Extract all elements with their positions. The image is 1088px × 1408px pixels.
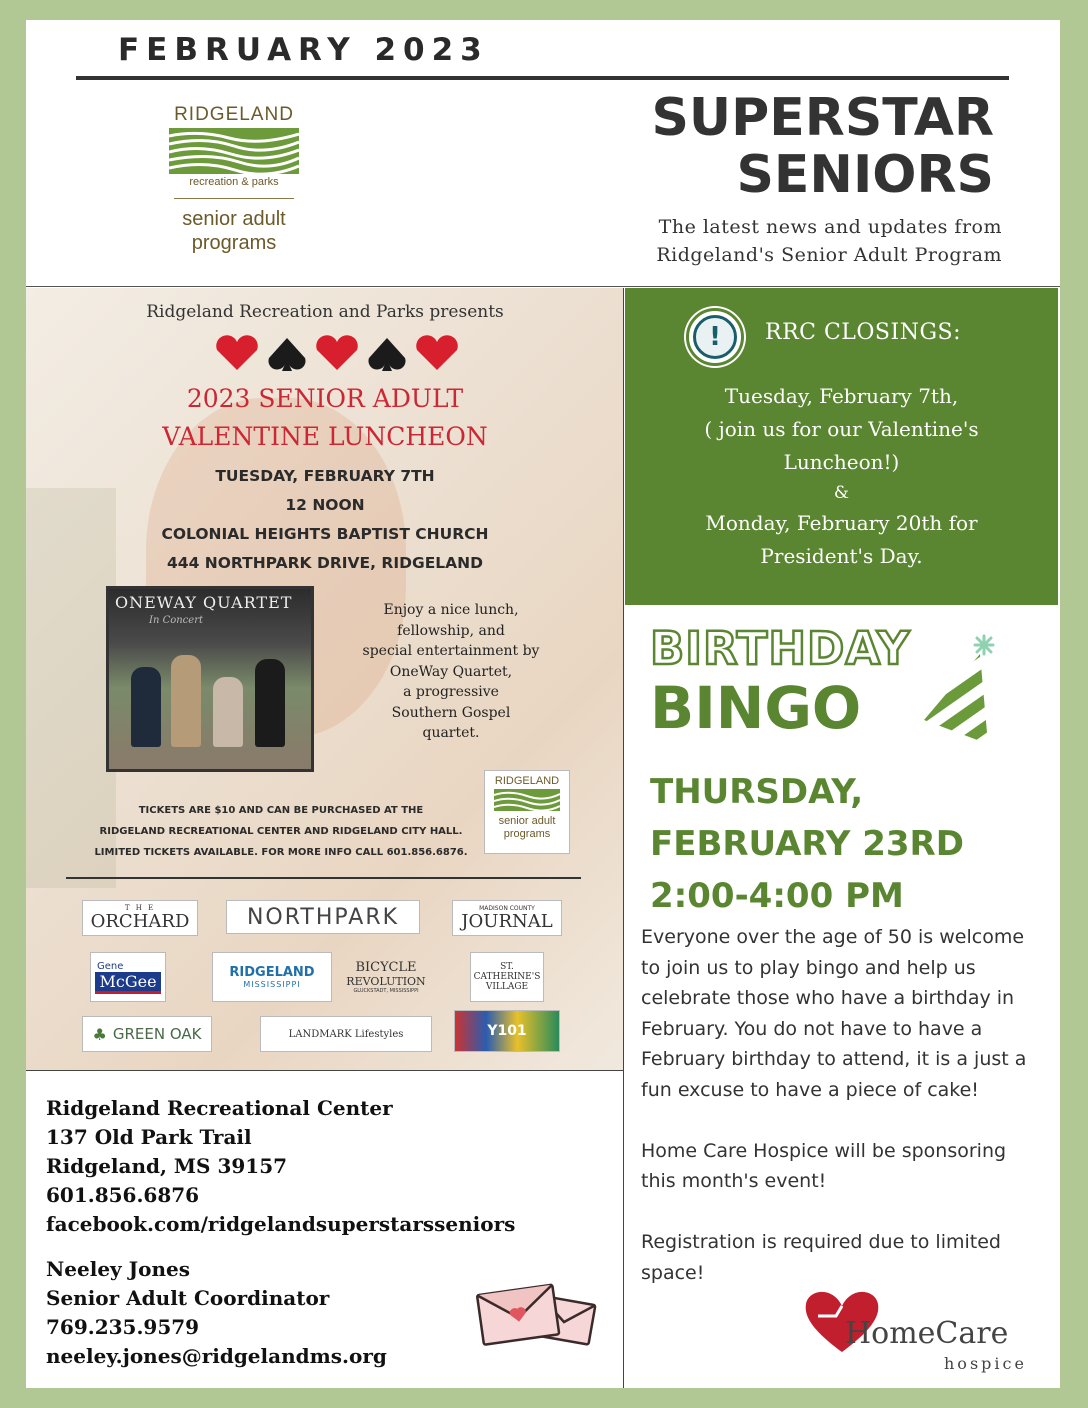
newsletter-title bbox=[651, 90, 994, 204]
sponsor-orchard bbox=[82, 900, 198, 936]
closing-line: & bbox=[833, 483, 850, 503]
bicycle-line3: GLUCKSTADT, MISSISSIPPI bbox=[353, 987, 419, 994]
homecare-sub: hospice bbox=[944, 1354, 1027, 1373]
green-oak-label: GREEN OAK bbox=[112, 1025, 202, 1043]
luncheon-address: 444 NORTHPARK DRIVE, RIDGELAND bbox=[167, 554, 483, 572]
bingo-desc-line: to join us to play bingo and help us bbox=[641, 956, 976, 979]
sponsor-green-oak bbox=[82, 1016, 212, 1052]
journal-top: MADISON COUNTY bbox=[479, 904, 535, 912]
closing-line: President's Day. bbox=[760, 544, 923, 568]
bingo-description bbox=[641, 922, 1046, 1288]
ridgeland-sub: MISSISSIPPI bbox=[243, 980, 301, 989]
homecare-name: HomeCare bbox=[845, 1316, 1009, 1351]
tagline-line2: Ridgeland's Senior Adult Program bbox=[656, 244, 1002, 266]
bingo-when bbox=[650, 766, 964, 922]
luncheon-venue: COLONIAL HEIGHTS BAPTIST CHURCH bbox=[161, 525, 489, 543]
coordinator-contact bbox=[46, 1255, 387, 1371]
sponsor-northpark bbox=[226, 900, 420, 934]
party-hat-icon bbox=[918, 632, 1008, 748]
northpark-label: NORTHPARK bbox=[246, 904, 400, 930]
bingo-heading: BINGO bbox=[650, 674, 862, 742]
bingo-desc-line: Everyone over the age of 50 is welcome bbox=[641, 926, 1025, 948]
luncheon-title bbox=[26, 380, 624, 456]
description-line: fellowship, and bbox=[397, 622, 505, 639]
tree-icon: ♣ bbox=[92, 1024, 107, 1044]
journal-label: JOURNAL bbox=[461, 910, 553, 932]
hills-icon bbox=[494, 789, 560, 811]
bingo-desc-line: Home Care Hospice will be sponsoring bbox=[641, 1139, 1007, 1162]
title-line1: SUPERSTAR bbox=[651, 88, 994, 148]
bingo-desc-line: Registration is required due to limited bbox=[641, 1231, 1001, 1253]
luncheon-details bbox=[26, 462, 624, 578]
bingo-date: FEBRUARY 23RD bbox=[650, 824, 964, 864]
bingo-day: THURSDAY, bbox=[650, 772, 864, 812]
bingo-desc-line: February birthday to attend, it is a just a bbox=[641, 1048, 1027, 1070]
band-name: ONEWAY QUARTET bbox=[115, 593, 293, 612]
mini-logo-line1: senior adult bbox=[498, 815, 556, 827]
description-line: OneWay Quartet, bbox=[389, 663, 513, 680]
center-name: Ridgeland Recreational Center bbox=[46, 1096, 393, 1120]
mcgee-top: Gene bbox=[97, 960, 124, 972]
orchard-top: T H E bbox=[124, 904, 156, 912]
sponsor-bicycle-revolution bbox=[338, 952, 434, 1002]
luncheon-title-line2: VALENTINE LUNCHEON bbox=[162, 422, 488, 451]
sponsor-st-catherines bbox=[470, 952, 544, 1002]
ticket-line: TICKETS ARE $10 AND CAN BE PURCHASED AT THE bbox=[138, 805, 424, 816]
bingo-desc-line: fun excuse to have a piece of cake! bbox=[641, 1078, 979, 1101]
logo-program-line1: senior adult bbox=[182, 208, 286, 230]
band-member bbox=[213, 677, 243, 747]
birthday-heading: BIRTHDAY bbox=[650, 622, 911, 675]
coordinator-email[interactable]: neeley.jones@ridgelandms.org bbox=[46, 1344, 387, 1368]
luncheon-title-line1: 2023 SENIOR ADULT bbox=[186, 384, 464, 413]
hearts-spades-icon bbox=[212, 334, 462, 374]
landmark-label: LANDMARK Lifestyles bbox=[288, 1028, 404, 1040]
luncheon-time: 12 NOON bbox=[285, 496, 365, 514]
logo-subtitle: recreation & parks bbox=[189, 176, 279, 188]
newsletter-page bbox=[26, 20, 1060, 1388]
closing-line: ( join us for our Valentine's bbox=[704, 417, 979, 441]
ridgeland-label: RIDGELAND bbox=[229, 965, 315, 980]
facebook-link[interactable]: facebook.com/ridgelandsuperstarsseniors bbox=[46, 1212, 516, 1236]
sponsor-journal bbox=[452, 900, 562, 936]
description-line: special entertainment by bbox=[362, 643, 540, 659]
flyer-divider bbox=[66, 877, 581, 879]
ticket-info bbox=[76, 800, 486, 863]
column-divider bbox=[623, 288, 624, 1388]
band-subtitle: In Concert bbox=[149, 615, 203, 626]
bicycle-line2: REVOLUTION bbox=[346, 974, 426, 988]
sponsor-radio bbox=[454, 1010, 560, 1052]
ticket-line: LIMITED TICKETS AVAILABLE. FOR MORE INFO CALL 601.856.6876. bbox=[94, 847, 468, 858]
sponsor-ridgeland-ms bbox=[212, 952, 332, 1002]
mini-logo-name: RIDGELAND bbox=[494, 775, 560, 787]
closings-details bbox=[645, 380, 1038, 573]
bicycle-line1: BICYCLE bbox=[355, 959, 417, 975]
rrc-closings-box bbox=[625, 288, 1058, 605]
logo-divider bbox=[174, 198, 294, 199]
description-line: a progressive bbox=[403, 684, 499, 700]
homecare-hospice-logo bbox=[802, 1286, 1042, 1386]
sponsor-landmark bbox=[260, 1016, 432, 1052]
header-divider bbox=[76, 76, 1009, 80]
logo-name: RIDGELAND bbox=[174, 104, 294, 125]
luncheon-date: TUESDAY, FEBRUARY 7TH bbox=[215, 467, 435, 485]
bingo-desc-line bbox=[641, 1197, 1046, 1228]
bingo-time: 2:00-4:00 PM bbox=[650, 876, 904, 916]
closing-line: Luncheon!) bbox=[783, 450, 900, 474]
flyer-presents: Ridgeland Recreation and Parks presents bbox=[146, 302, 504, 322]
mini-logo-line2: programs bbox=[503, 828, 551, 840]
ticket-line: RIDGELAND RECREATIONAL CENTER AND RIDGELAND CITY HALL. bbox=[99, 826, 463, 837]
mcgee-label: McGee bbox=[95, 972, 160, 994]
bingo-desc-line bbox=[641, 1105, 1046, 1136]
description-line: Southern Gospel bbox=[391, 704, 511, 721]
hills-icon bbox=[169, 128, 299, 174]
bingo-desc-line: celebrate those who have a birthday in bbox=[641, 987, 1015, 1009]
bingo-desc-line: this month's event! bbox=[641, 1170, 827, 1192]
coordinator-phone: 769.235.9579 bbox=[46, 1315, 200, 1339]
center-contact bbox=[46, 1094, 515, 1239]
coordinator-name: Neeley Jones bbox=[46, 1257, 190, 1281]
description-line: quartet. bbox=[422, 725, 480, 741]
radio-label: Y101 bbox=[487, 1023, 527, 1039]
ridgeland-logo bbox=[164, 104, 304, 255]
tagline bbox=[656, 213, 1002, 269]
description-line: Enjoy a nice lunch, bbox=[383, 602, 519, 618]
senior-programs-logo bbox=[484, 770, 570, 854]
catherines-line3: VILLAGE bbox=[485, 982, 529, 992]
sponsor-mcgee bbox=[90, 952, 166, 1002]
contact-divider bbox=[26, 1070, 624, 1071]
center-city: Ridgeland, MS 39157 bbox=[46, 1154, 288, 1178]
section-divider bbox=[26, 286, 1060, 287]
center-street: 137 Old Park Trail bbox=[46, 1125, 252, 1149]
alert-badge bbox=[686, 308, 744, 366]
coordinator-title: Senior Adult Coordinator bbox=[46, 1286, 330, 1310]
luncheon-flyer bbox=[26, 288, 624, 1070]
bingo-desc-line: February. You do not have to have a bbox=[641, 1017, 983, 1040]
band-member bbox=[255, 659, 285, 747]
band-member bbox=[131, 667, 161, 747]
catherines-line1: ST. bbox=[500, 962, 514, 972]
bingo-desc-line: space! bbox=[641, 1261, 705, 1284]
title-line2: SENIORS bbox=[736, 145, 994, 205]
closing-line: Tuesday, February 7th, bbox=[724, 384, 959, 408]
issue-month: FEBRUARY 2023 bbox=[118, 32, 489, 68]
logo-program-line2: programs bbox=[191, 232, 277, 254]
closings-title: RRC CLOSINGS: bbox=[765, 320, 962, 345]
tagline-line1: The latest news and updates from bbox=[658, 216, 1002, 238]
orchard-label: ORCHARD bbox=[90, 911, 190, 932]
luncheon-description bbox=[331, 600, 571, 744]
band-photo bbox=[106, 586, 314, 772]
closing-line: Monday, February 20th for bbox=[705, 511, 978, 535]
love-letter-icon bbox=[474, 1278, 598, 1352]
band-member bbox=[171, 655, 201, 747]
alert-icon: ! bbox=[693, 315, 737, 359]
catherines-line2: CATHERINE'S bbox=[473, 972, 541, 982]
center-phone: 601.856.6876 bbox=[46, 1183, 200, 1207]
